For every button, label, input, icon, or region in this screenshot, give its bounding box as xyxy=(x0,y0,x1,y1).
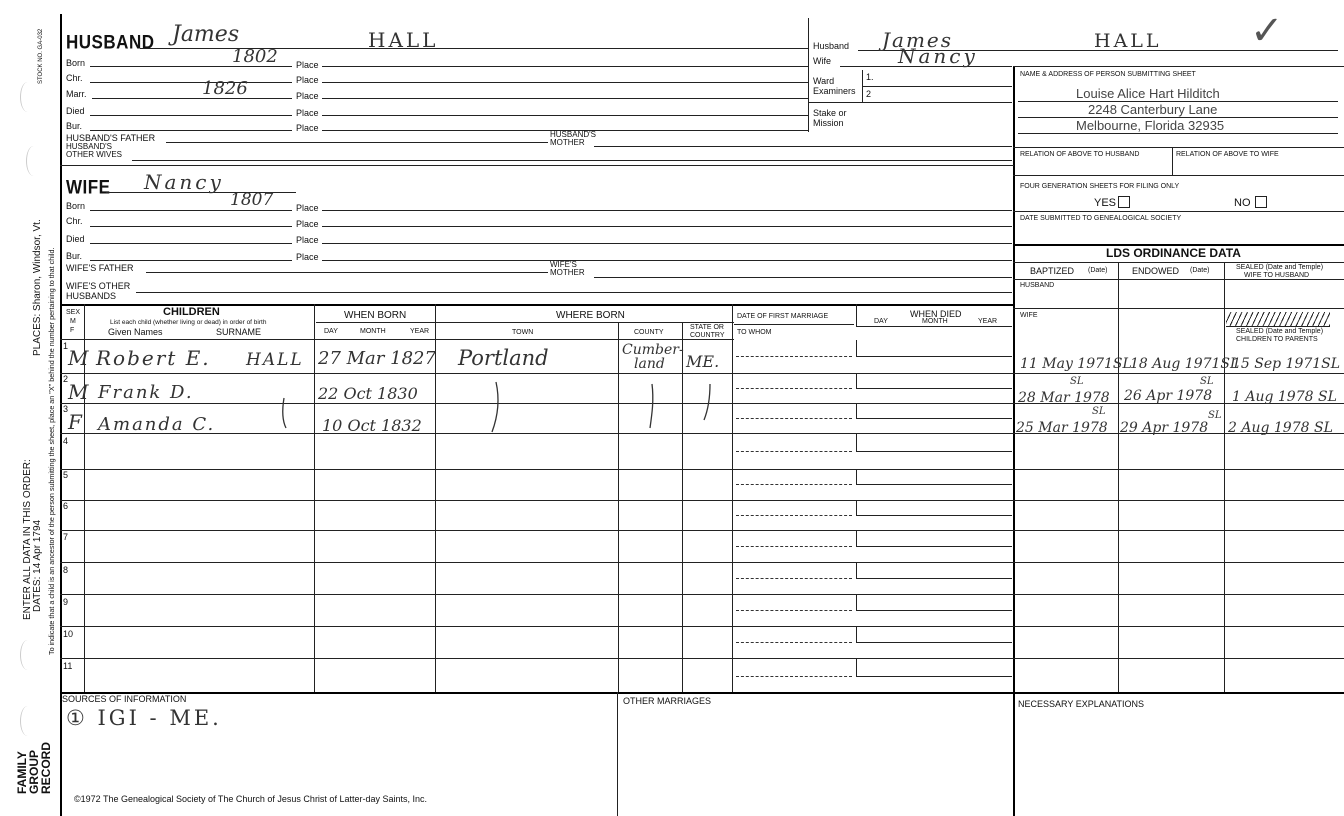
sealed-children-label-2: CHILDREN TO PARENTS xyxy=(1236,336,1318,343)
child-baptized-note: SL xyxy=(1092,406,1106,417)
husband-born-year: 1802 xyxy=(232,46,278,67)
row-number: 11 xyxy=(63,661,73,671)
wife-born-place-label: Place xyxy=(296,203,319,213)
sources-label: SOURCES OF INFORMATION xyxy=(62,694,187,704)
enter-data-label: ENTER ALL DATA IN THIS ORDER: xyxy=(22,459,33,620)
right-husband-label: Husband xyxy=(813,41,850,51)
dates-example: DATES: 14 Apr 1794 xyxy=(32,519,43,612)
wife-born-year: 1807 xyxy=(230,190,274,210)
child-birth-date: 10 Oct 1832 xyxy=(322,416,422,435)
child-baptized: 11 May 1971SL xyxy=(1020,356,1132,372)
row-number: 6 xyxy=(63,501,69,511)
husband-marr-year: 1826 xyxy=(202,78,248,99)
to-whom-label: TO WHOM xyxy=(737,329,772,336)
child-endowed: 18 Aug 1971SL xyxy=(1130,356,1240,372)
wife-born-label: Born xyxy=(66,201,86,211)
child-surname: HALL xyxy=(246,350,304,370)
right-wife-label: Wife xyxy=(813,56,831,66)
died-day-label: DAY xyxy=(874,318,888,325)
wife-given-name: Nancy xyxy=(144,170,224,194)
died-month-label: MONTH xyxy=(922,318,948,325)
first-marriage-label: DATE OF FIRST MARRIAGE xyxy=(737,313,829,320)
right-husband-given: James xyxy=(882,28,954,52)
husband-heading: HUSBAND xyxy=(66,31,155,53)
state-label-1: STATE OR xyxy=(690,324,724,331)
row-number: 3 xyxy=(63,404,69,414)
child-given-name: Amanda C. xyxy=(98,414,216,435)
where-born-label: WHERE BORN xyxy=(556,310,625,321)
relation-husband-label: RELATION OF ABOVE TO HUSBAND xyxy=(1020,151,1140,158)
row-number: 1 xyxy=(63,341,69,351)
child-given-name: Robert E. xyxy=(96,346,211,370)
husbands-mother-label-2: MOTHER xyxy=(550,138,585,147)
child-birth-town: Portland xyxy=(458,346,549,370)
husband-died-place-label: Place xyxy=(296,108,319,118)
lds-title: LDS ORDINANCE DATA xyxy=(1106,246,1241,260)
wife-bur-label: Bur. xyxy=(66,251,83,261)
child-baptized: 28 Mar 1978 xyxy=(1018,390,1110,406)
born-year-label: YEAR xyxy=(410,328,430,335)
baptized-label: BAPTIZED xyxy=(1030,266,1075,276)
wife-died-place-label: Place xyxy=(296,235,319,245)
no-label: NO xyxy=(1234,197,1251,209)
row-number: 4 xyxy=(63,436,69,446)
wife-heading: WIFE xyxy=(66,176,111,198)
sealed-wife-label-1: SEALED (Date and Temple) xyxy=(1236,264,1324,271)
husbands-father-label: HUSBAND'S FATHER xyxy=(66,133,156,143)
sealed-wife-label-2: WIFE TO HUSBAND xyxy=(1244,272,1310,279)
sex-f-label: F xyxy=(70,327,75,334)
submitter-label: NAME & ADDRESS OF PERSON SUBMITTING SHEET xyxy=(1020,71,1196,78)
places-note: PLACES: Sharon, Windsor, Vt. xyxy=(32,219,43,356)
date-submitted-label: DATE SUBMITTED TO GENEALOGICAL SOCIETY xyxy=(1020,215,1182,222)
row-number: 8 xyxy=(63,565,69,575)
born-day-label: DAY xyxy=(324,328,338,335)
sources-value: ① IGI - ME. xyxy=(66,706,222,730)
submitter-name: Louise Alice Hart Hilditch xyxy=(1076,86,1220,101)
husband-born-place-label: Place xyxy=(296,60,319,70)
husband-chr-place-label: Place xyxy=(296,75,319,85)
wife-chr-place-label: Place xyxy=(296,219,319,229)
county-label: COUNTY xyxy=(634,329,664,336)
submitter-city: Melbourne, Florida 32935 xyxy=(1076,118,1225,133)
sex-label: SEX xyxy=(66,309,81,316)
husband-bur-label: Bur. xyxy=(66,121,83,131)
given-names-label: Given Names xyxy=(108,327,163,337)
endowed-date-label: (Date) xyxy=(1190,267,1210,274)
row-number: 7 xyxy=(63,532,69,542)
stake-label: Stake or xyxy=(813,108,847,118)
examiner-1: 1. xyxy=(866,72,874,82)
child-sealed: 1 Aug 1978 SL xyxy=(1232,389,1337,405)
wifes-father-label: WIFE'S FATHER xyxy=(66,263,134,273)
necessary-explanations-label: NECESSARY EXPLANATIONS xyxy=(1018,699,1145,709)
ward-label: Ward xyxy=(813,76,835,86)
child-endowed-note: SL xyxy=(1208,410,1222,421)
stock-number: STOCK NO. GA-032 xyxy=(38,28,44,84)
relation-wife-label: RELATION OF ABOVE TO WIFE xyxy=(1176,151,1279,158)
four-generation-label: FOUR GENERATION SHEETS FOR FILING ONLY xyxy=(1020,183,1180,190)
born-month-label: MONTH xyxy=(360,328,386,335)
child-sex: F xyxy=(68,410,82,434)
examiner-2: 2 xyxy=(866,89,872,99)
row-number: 5 xyxy=(63,470,69,480)
lds-wife-label: WIFE xyxy=(1020,312,1038,319)
child-given-name: Frank D. xyxy=(98,382,194,403)
child-sex: M xyxy=(68,346,89,370)
husband-bur-place-label: Place xyxy=(296,123,319,133)
child-sex: M xyxy=(68,380,89,404)
husband-surname: HALL xyxy=(368,28,439,52)
died-year-label: YEAR xyxy=(978,318,998,325)
husband-marr-label: Marr. xyxy=(66,89,87,99)
child-birth-state: ME. xyxy=(686,352,720,371)
wifes-other-husbands-label-1: WIFE'S OTHER xyxy=(66,281,131,291)
wifes-mother-label-2: MOTHER xyxy=(550,268,585,277)
husbands-other-wives-label-2: OTHER WIVES xyxy=(66,150,123,159)
sealed-children-label-1: SEALED (Date and Temple) xyxy=(1236,328,1324,335)
children-title: CHILDREN xyxy=(163,306,220,318)
row-number: 10 xyxy=(63,629,74,639)
husband-given-name: James xyxy=(172,22,240,47)
examiners-label: Examiners xyxy=(813,86,856,96)
when-died-label: WHEN DIED xyxy=(910,309,962,319)
husband-chr-label: Chr. xyxy=(66,73,83,83)
state-label-2: COUNTRY xyxy=(690,332,725,339)
child-endowed-note: SL xyxy=(1200,376,1214,387)
yes-label: YES xyxy=(1094,197,1117,209)
copyright: ©1972 The Genealogical Society of The Church of Jesus Christ of Latter-day Saints, Inc. xyxy=(74,794,427,804)
child-endowed: 29 Apr 1978 xyxy=(1120,420,1209,436)
husbands-other-wives-label-1: HUSBAND'S xyxy=(66,142,112,151)
child-sealed: 15 Sep 1971SL xyxy=(1232,356,1341,372)
right-wife-given: Nancy xyxy=(898,44,978,68)
row-number: 9 xyxy=(63,597,69,607)
wife-chr-label: Chr. xyxy=(66,216,83,226)
submitter-street: 2248 Canterbury Lane xyxy=(1088,102,1218,117)
verified-checkmark: ✓ xyxy=(1250,8,1284,54)
child-sealed: 2 Aug 1978 SL xyxy=(1228,420,1333,436)
child-birth-county-2: land xyxy=(634,356,665,372)
child-birth-date: 22 Oct 1830 xyxy=(318,384,418,403)
other-marriages-label: OTHER MARRIAGES xyxy=(623,696,712,706)
wifes-mother-label-1: WIFE'S xyxy=(550,260,577,269)
child-birth-county-1: Cumber- xyxy=(622,342,684,358)
child-birth-date: 27 Mar 1827 xyxy=(318,348,436,369)
mission-label: Mission xyxy=(813,118,844,128)
town-label: TOWN xyxy=(512,329,534,336)
baptized-date-label: (Date) xyxy=(1088,267,1108,274)
child-endowed: 26 Apr 1978 xyxy=(1124,388,1213,404)
right-husband-surname: HALL xyxy=(1094,30,1162,52)
surname-label: SURNAME xyxy=(216,327,262,337)
when-born-label: WHEN BORN xyxy=(344,310,407,321)
endowed-label: ENDOWED xyxy=(1132,266,1179,276)
husband-marr-place-label: Place xyxy=(296,91,319,101)
row-number: 2 xyxy=(63,374,69,384)
ancestor-instruction: To indicate that a child is an ancestor of the person submitting the sheet, place an "X" behind the number pertaining to that child. xyxy=(47,247,56,655)
child-baptized: 25 Mar 1978 xyxy=(1016,420,1108,436)
sex-m-label: M xyxy=(70,318,76,325)
wife-bur-place-label: Place xyxy=(296,252,319,262)
form-title: FAMILY GROUP RECORD xyxy=(15,741,53,794)
lds-husband-label: HUSBAND xyxy=(1020,282,1055,289)
child-baptized-note: SL xyxy=(1070,376,1084,387)
wifes-other-husbands-label-2: HUSBANDS xyxy=(66,291,117,301)
husbands-mother-label-1: HUSBAND'S xyxy=(550,130,596,139)
children-instruction: List each child (whether living or dead) in order of birth xyxy=(110,319,267,326)
wife-died-label: Died xyxy=(66,234,85,244)
husband-born-label: Born xyxy=(66,58,86,68)
husband-died-label: Died xyxy=(66,106,85,116)
